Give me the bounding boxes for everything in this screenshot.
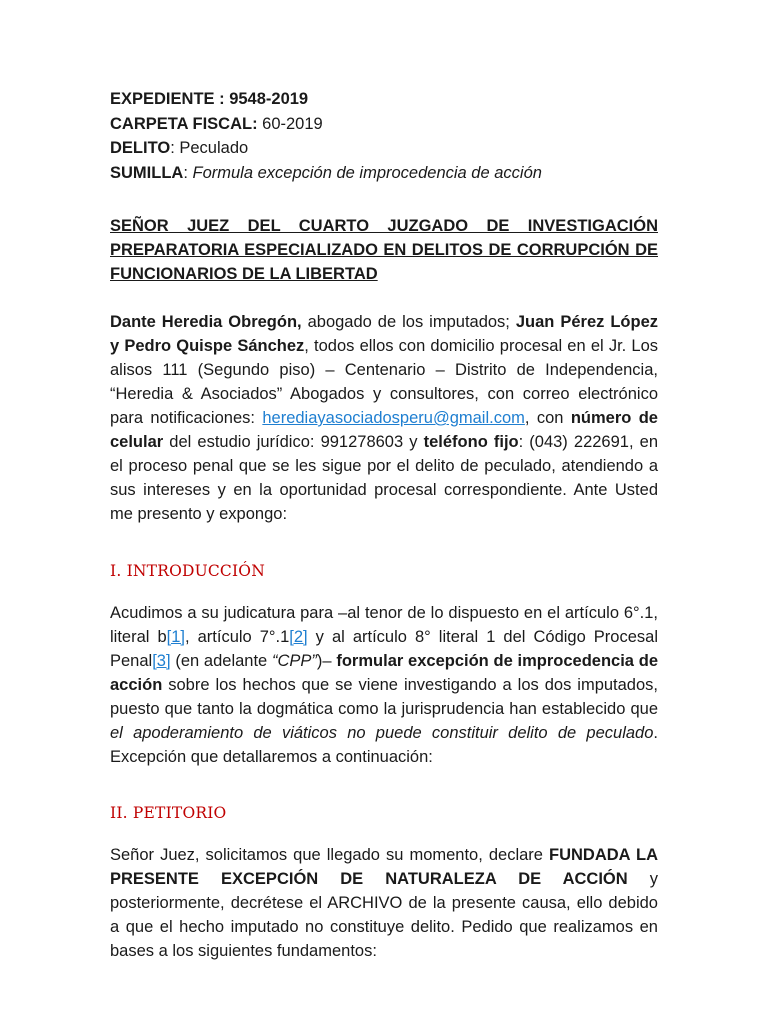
footnote-ref-2[interactable]: [2] [289,628,308,646]
email-link[interactable]: herediayasociadosperu@gmail.com [262,409,525,427]
petitorio-paragraph [110,843,658,963]
s2-bold-request: FUNDADA LA PRESENTE EXCEPCIÓN DE NATURALEZA DE ACCIÓN [110,846,658,888]
expediente-label: EXPEDIENTE : 9548-2019 [110,90,309,108]
section-heading-petitorio: II. PETITORIO [110,804,227,822]
cpp-abbrev: “CPP” [272,652,317,670]
section-heading-introduccion: I. INTRODUCCIÓN [110,562,265,580]
introduccion-paragraph [110,601,658,769]
sumilla-separator: : [183,163,193,182]
intro-text-4: del estudio jurídico: 991278603 y [163,433,424,451]
lawyer-name: Dante Heredia Obregón, [110,313,302,331]
s1-italic-thesis: el apoderamiento de viáticos no puede constituir delito de peculado [110,724,654,742]
sumilla-line [110,161,658,186]
celular-label: número de celular [110,409,658,451]
carpeta-value: 60-2019 [257,114,323,133]
footnote-ref-3[interactable]: [3] [152,652,171,670]
fijo-label: teléfono fijo [423,433,519,451]
intro-text-3: , con [524,409,571,427]
s1-text-5: )– [316,652,337,670]
carpeta-line [110,112,658,137]
recipient-heading: SEÑOR JUEZ DEL CUARTO JUZGADO DE INVESTIGACIÓN PREPARATORIA ESPECIALIZADO EN DELITOS DE CORRUPCIÓN DE FUNCIONARIOS DE LA LIBERTAD [110,217,658,283]
intro-text-5: : (043) 222691, en el proceso penal que se les sigue por el delito de peculado, atendiendo a sus intereses y en la oportunidad procesal correspondiente. Ante Usted me presento y expongo: [110,433,658,523]
defendants-names: Juan Pérez López y Pedro Quispe Sánchez [110,313,658,355]
intro-text-2: , todos ellos con domicilio procesal en el Jr. Los alisos 111 (Segundo piso) – Centenario – Distrito de Independencia, “Heredia & Asociados” Abogados y consultores, con correo electrónico para notificaciones: [110,337,659,427]
s1-text-2: , artículo 7°.1 [185,628,290,646]
s1-text-3: y al artículo 8° literal 1 del Código Procesal Penal [110,628,658,670]
carpeta-label: CARPETA FISCAL: [110,114,258,133]
s1-text-7: . Excepción que detallaremos a continuación: [110,724,658,766]
case-header [110,87,658,185]
s2-text-1: Señor Juez, solicitamos que llegado su momento, declare [110,846,549,864]
sumilla-value: Formula excepción de improcedencia de acción [192,163,542,182]
s1-text-1: Acudimos a su judicatura para –al tenor de lo dispuesto en el artículo 6°.1, literal b [110,604,658,646]
s2-text-2: y posteriormente, decrétese el ARCHIVO de la presente causa, ello debido a que el hecho imputado no constituye delito. Pedido que realizamos en bases a los siguientes fundamentos: [110,870,658,960]
s1-text-6: sobre los hechos que se viene investigando a los dos imputados, puesto que tanto la dogmática como la jurisprudencia han establecido que [110,676,658,718]
expediente-line [110,87,658,112]
delito-value: : Peculado [170,139,249,157]
delito-label: DELITO [110,139,171,157]
s1-bold-request: formular excepción de improcedencia de acción [110,652,658,694]
intro-paragraph [110,310,658,526]
delito-line [110,136,658,161]
intro-text-1: abogado de los imputados; [301,313,516,331]
footnote-ref-1[interactable]: [1] [166,628,185,646]
s1-text-4: (en adelante [170,652,272,670]
sumilla-label: SUMILLA [110,163,184,182]
